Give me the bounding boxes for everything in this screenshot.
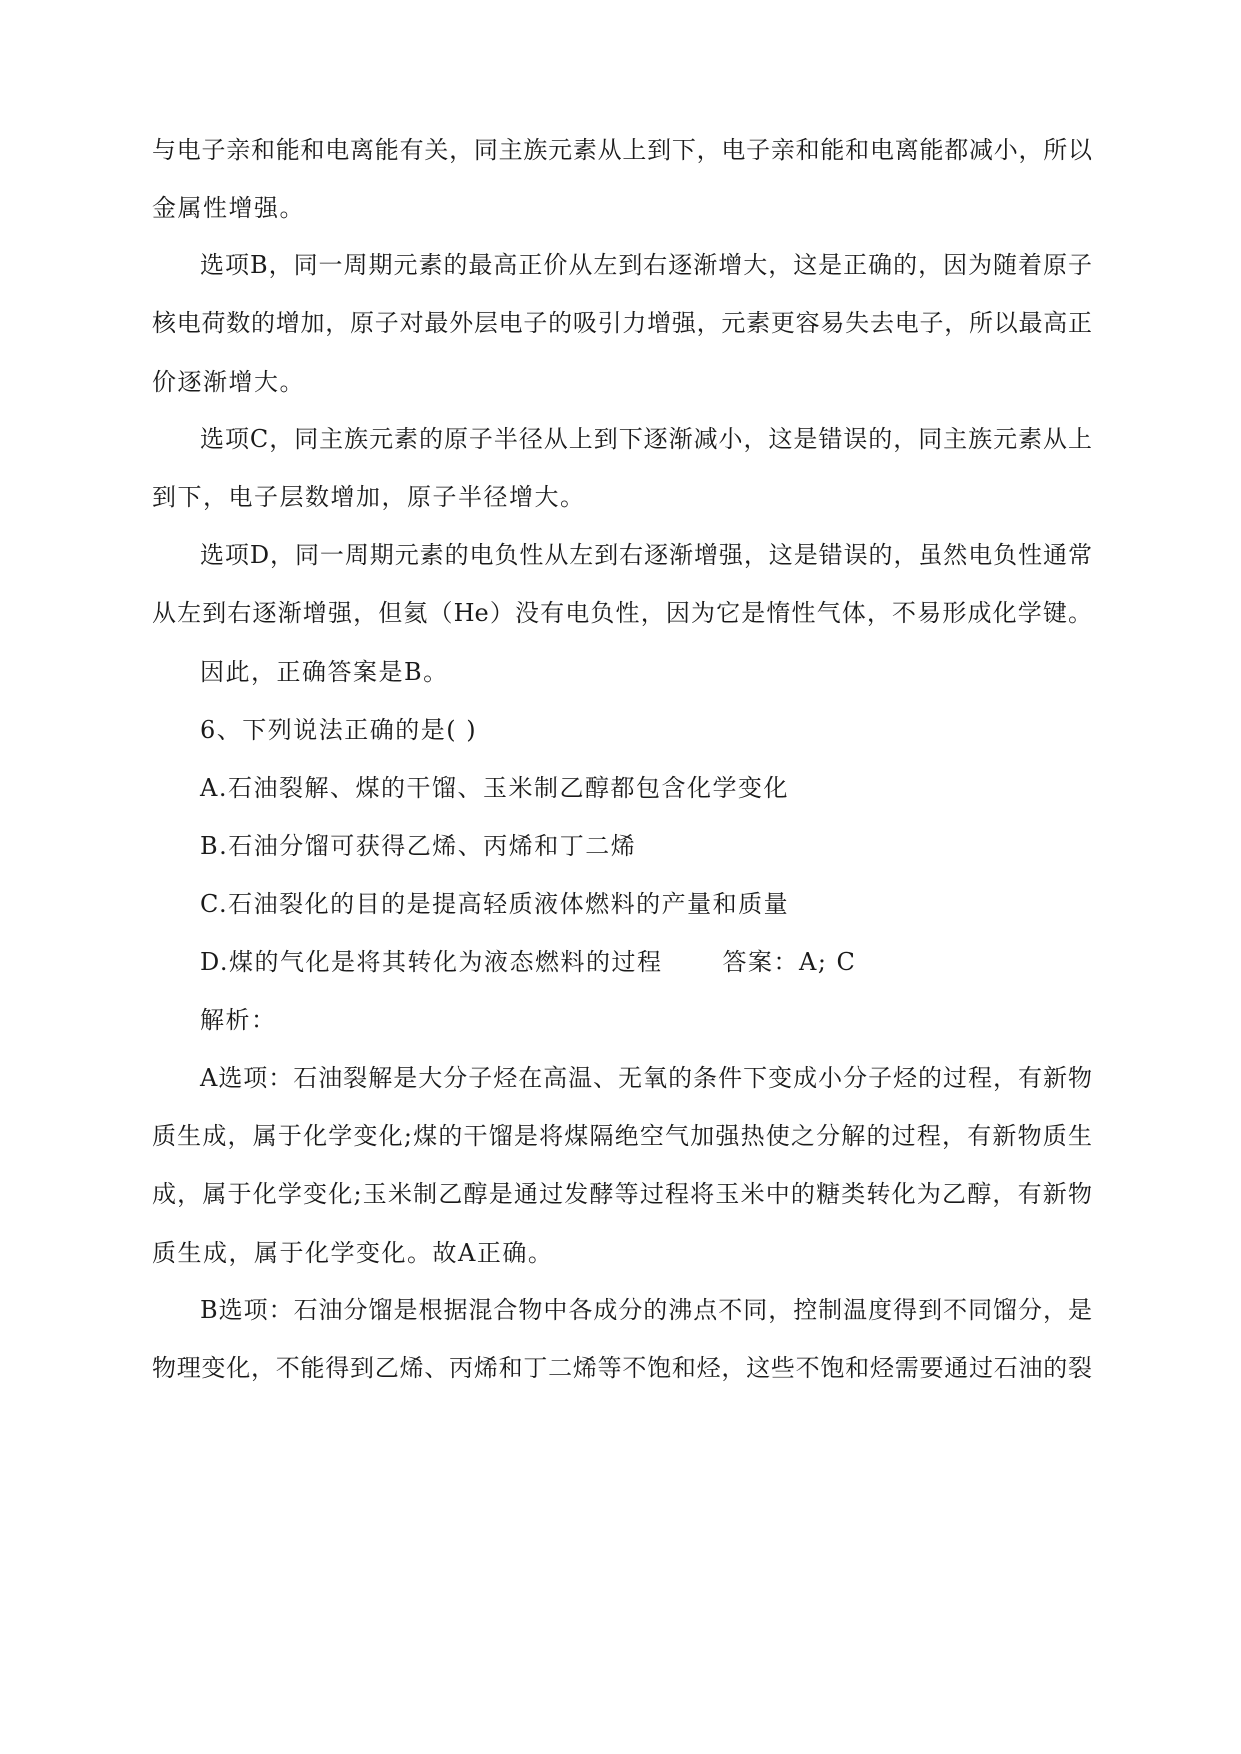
option-a: A.石油裂解、煤的干馏、玉米制乙醇都包含化学变化 (200, 774, 789, 802)
text-line: 从左到右逐渐增强，但氦（He）没有电负性，因为它是惰性气体，不易形成化学键。 (152, 599, 1092, 627)
text-line: 选项D，同一周期元素的电负性从左到右逐渐增强，这是错误的，虽然电负性通常 (200, 541, 1092, 569)
analysis-label: 解析： (200, 1006, 277, 1034)
text-line: 与电子亲和能和电离能有关，同主族元素从上到下，电子亲和能和电离能都减小，所以 (152, 136, 1092, 164)
text-line: 金属性增强。 (152, 194, 305, 222)
text-line: 到下，电子层数增加，原子半径增大。 (152, 483, 586, 511)
answer-label: 答案：A; C (722, 948, 857, 976)
option-b: B.石油分馏可获得乙烯、丙烯和丁二烯 (200, 832, 637, 860)
text-line: B选项：石油分馏是根据混合物中各成分的沸点不同，控制温度得到不同馏分，是 (200, 1296, 1092, 1324)
text-line: 物理变化，不能得到乙烯、丙烯和丁二烯等不饱和烃，这些不饱和烃需要通过石油的裂 (152, 1354, 1092, 1382)
text-line: A选项：石油裂解是大分子烃在高温、无氧的条件下变成小分子烃的过程，有新物 (200, 1064, 1092, 1092)
text-line: 质生成，属于化学变化;煤的干馏是将煤隔绝空气加强热使之分解的过程，有新物质生 (152, 1122, 1092, 1150)
text-line: 选项B，同一周期元素的最高正价从左到右逐渐增大，这是正确的，因为随着原子 (200, 251, 1092, 279)
text-line: 成，属于化学变化;玉米制乙醇是通过发酵等过程将玉米中的糖类转化为乙醇，有新物 (152, 1180, 1092, 1208)
text-line: 因此，正确答案是B。 (200, 658, 449, 686)
text-line: 选项C，同主族元素的原子半径从上到下逐渐减小，这是错误的，同主族元素从上 (200, 425, 1092, 453)
option-d: D.煤的气化是将其转化为液态燃料的过程 (200, 948, 663, 976)
text-line: 价逐渐增大。 (152, 368, 305, 396)
text-line: 核电荷数的增加，原子对最外层电子的吸引力增强，元素更容易失去电子，所以最高正 (152, 309, 1092, 337)
question-title: 6、下列说法正确的是( ) (200, 716, 478, 744)
option-d-row (200, 946, 1092, 978)
text-line: 质生成，属于化学变化。故A正确。 (152, 1239, 554, 1267)
option-c: C.石油裂化的目的是提高轻质液体燃料的产量和质量 (200, 890, 790, 918)
